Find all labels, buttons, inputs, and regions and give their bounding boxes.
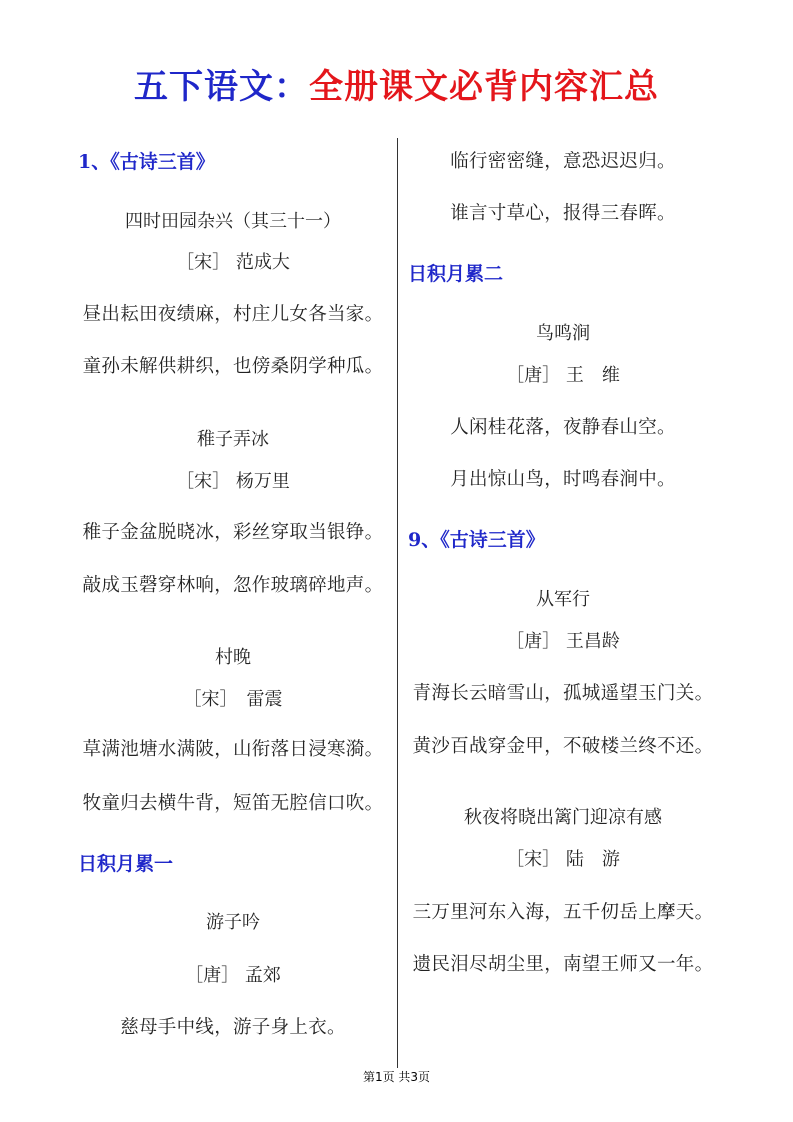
poem-author: ［宋］ 雷震	[183, 689, 283, 710]
poem-line: 遗民泪尽胡尘里，南望王师又一年。	[412, 954, 714, 975]
poem-line: 童孙未解供耕织，也傍桑阴学种瓜。	[82, 356, 384, 377]
poem-title: 游子吟	[206, 912, 260, 933]
poem-line: 稚子金盆脱晓冰，彩丝穿取当银铮。	[82, 522, 384, 543]
section-heading-1: 1、《古诗三首》	[78, 151, 215, 173]
poem-line: 人闲桂花落，夜静春山空。	[450, 417, 676, 438]
title-part-2: 全册课文必背内容汇总	[309, 67, 659, 107]
poem-title: 村晚	[215, 647, 251, 668]
poem-line: 敲成玉磬穿林响，忽作玻璃碎地声。	[82, 575, 384, 596]
page-title	[0, 62, 793, 112]
poem-title: 稚子弄冰	[197, 429, 269, 450]
poem-title: 鸟鸣涧	[536, 323, 590, 344]
poem-title: 四时田园杂兴（其三十一）	[125, 211, 341, 232]
section-heading-3: 日积月累二	[408, 263, 504, 285]
poem-line: 三万里河东入海，五千仞岳上摩天。	[412, 902, 714, 923]
section-heading-2: 日积月累一	[78, 853, 174, 875]
poem-line: 临行密密缝，意恐迟迟归。	[450, 151, 676, 172]
poem-author: ［唐］ 王昌龄	[506, 631, 620, 652]
poem-line: 草满池塘水满陂，山衔落日浸寒漪。	[82, 739, 384, 760]
poem-line: 谁言寸草心，报得三春晖。	[450, 203, 676, 224]
poem-author: ［宋］ 陆 游	[506, 849, 620, 870]
section-heading-4: 9、《古诗三首》	[408, 529, 545, 551]
page-number: 第1页 共3页	[362, 1070, 431, 1084]
poem-line: 昼出耘田夜绩麻，村庄儿女各当家。	[82, 304, 384, 325]
poem-author: ［宋］ 范成大	[176, 252, 290, 273]
poem-line: 青海长云暗雪山，孤城遥望玉门关。	[412, 683, 714, 704]
poem-line: 月出惊山鸟，时鸣春涧中。	[450, 469, 676, 490]
title-part-1: 五下语文：	[134, 67, 309, 107]
poem-line: 牧童归去横牛背，短笛无腔信口吹。	[82, 793, 384, 814]
poem-line: 慈母手中线，游子身上衣。	[120, 1017, 346, 1038]
poem-title: 秋夜将晓出篱门迎凉有感	[464, 807, 662, 828]
poem-author: ［唐］ 王 维	[506, 365, 620, 386]
poem-author: ［唐］ 孟郊	[185, 965, 281, 986]
poem-title: 从军行	[536, 589, 590, 610]
poem-author: ［宋］ 杨万里	[176, 471, 290, 492]
poem-line: 黄沙百战穿金甲，不破楼兰终不还。	[412, 736, 714, 757]
